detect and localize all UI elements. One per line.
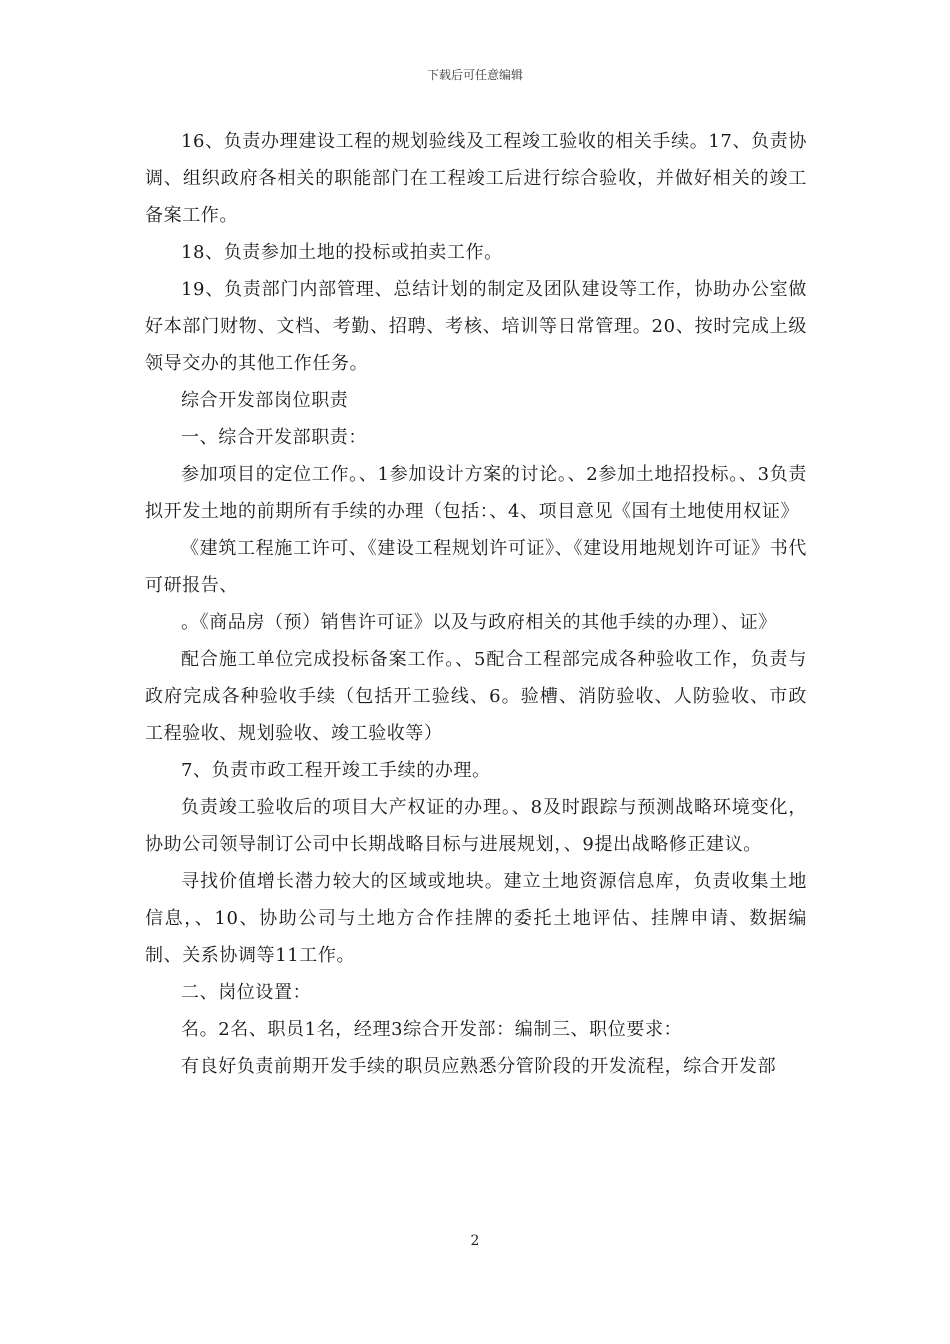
paragraph-item-18: 18、负责参加土地的投标或拍卖工作。 (181, 242, 503, 263)
paragraph-item-16-17: 16、负责办理建设工程的规划验线及工程竣工验收的相关手续。17、负责协调、组织政府各相关的职能部门在工程竣工后进行综合验收，并做好相关的竣工备案工作。 (145, 131, 807, 226)
paragraph-duties-10-11: 寻找价值增长潜力较大的区域或地块。建立土地资源信息库，负责收集土地信息，、10、协助公司与土地方合作挂牌的委托土地评估、挂牌申请、数据编制、关系协调等11工作。 (145, 871, 807, 966)
paragraph-item-19-20: 19、负责部门内部管理、总结计划的制定及团队建设等工作，协助办公室做好本部门财物、文档、考勤、招聘、考核、培训等日常管理。20、按时完成上级领导交办的其他工作任务。 (145, 279, 807, 374)
paragraph-duty-7: 7、负责市政工程开竣工手续的办理。 (181, 760, 491, 781)
paragraph-requirements: 有良好负责前期开发手续的职员应熟悉分管阶段的开发流程，综合开发部 (181, 1056, 777, 1077)
paragraph-duties-5-6: 配合施工单位完成投标备案工作。、5配合工程部完成各种验收工作，负责与政府完成各种验收手续（包括开工验线、6。验槽、消防验收、人防验收、市政工程验收、规划验收、竣工验收等） (145, 649, 807, 744)
paragraph-permits: 《建筑工程施工许可、《建设工程规划许可证》、《建设用地规划许可证》书代可研报告、 (145, 538, 807, 596)
paragraph-staffing: 名。2名、职员1名，经理3综合开发部：编制三、职位要求： (181, 1019, 683, 1040)
page-header: 下载后可任意编辑 (426, 68, 523, 82)
paragraph-duties-8-9: 负责竣工验收后的项目大产权证的办理。、8及时跟踪与预测战略环境变化，协助公司领导制订公司中长期战略目标与进展规划，、9提出战略修正建议。 (145, 797, 807, 855)
document-body (145, 123, 807, 1085)
section-heading-duties: 一、综合开发部职责： (181, 427, 367, 448)
section-heading-positions: 二、岗位设置： (181, 982, 312, 1003)
paragraph-duties-1-4: 参加项目的定位工作。、1参加设计方案的讨论。、2参加土地招投标。、3负责拟开发土地的前期所有手续的办理（包括：、4、项目意见《国有土地使用权证》 (145, 464, 807, 522)
section-title: 综合开发部岗位职责 (181, 390, 349, 411)
paragraph-sales-permit: 。《商品房（预）销售许可证》以及与政府相关的其他手续的办理）、证》 (181, 612, 777, 633)
page-number: 2 (470, 1233, 480, 1249)
